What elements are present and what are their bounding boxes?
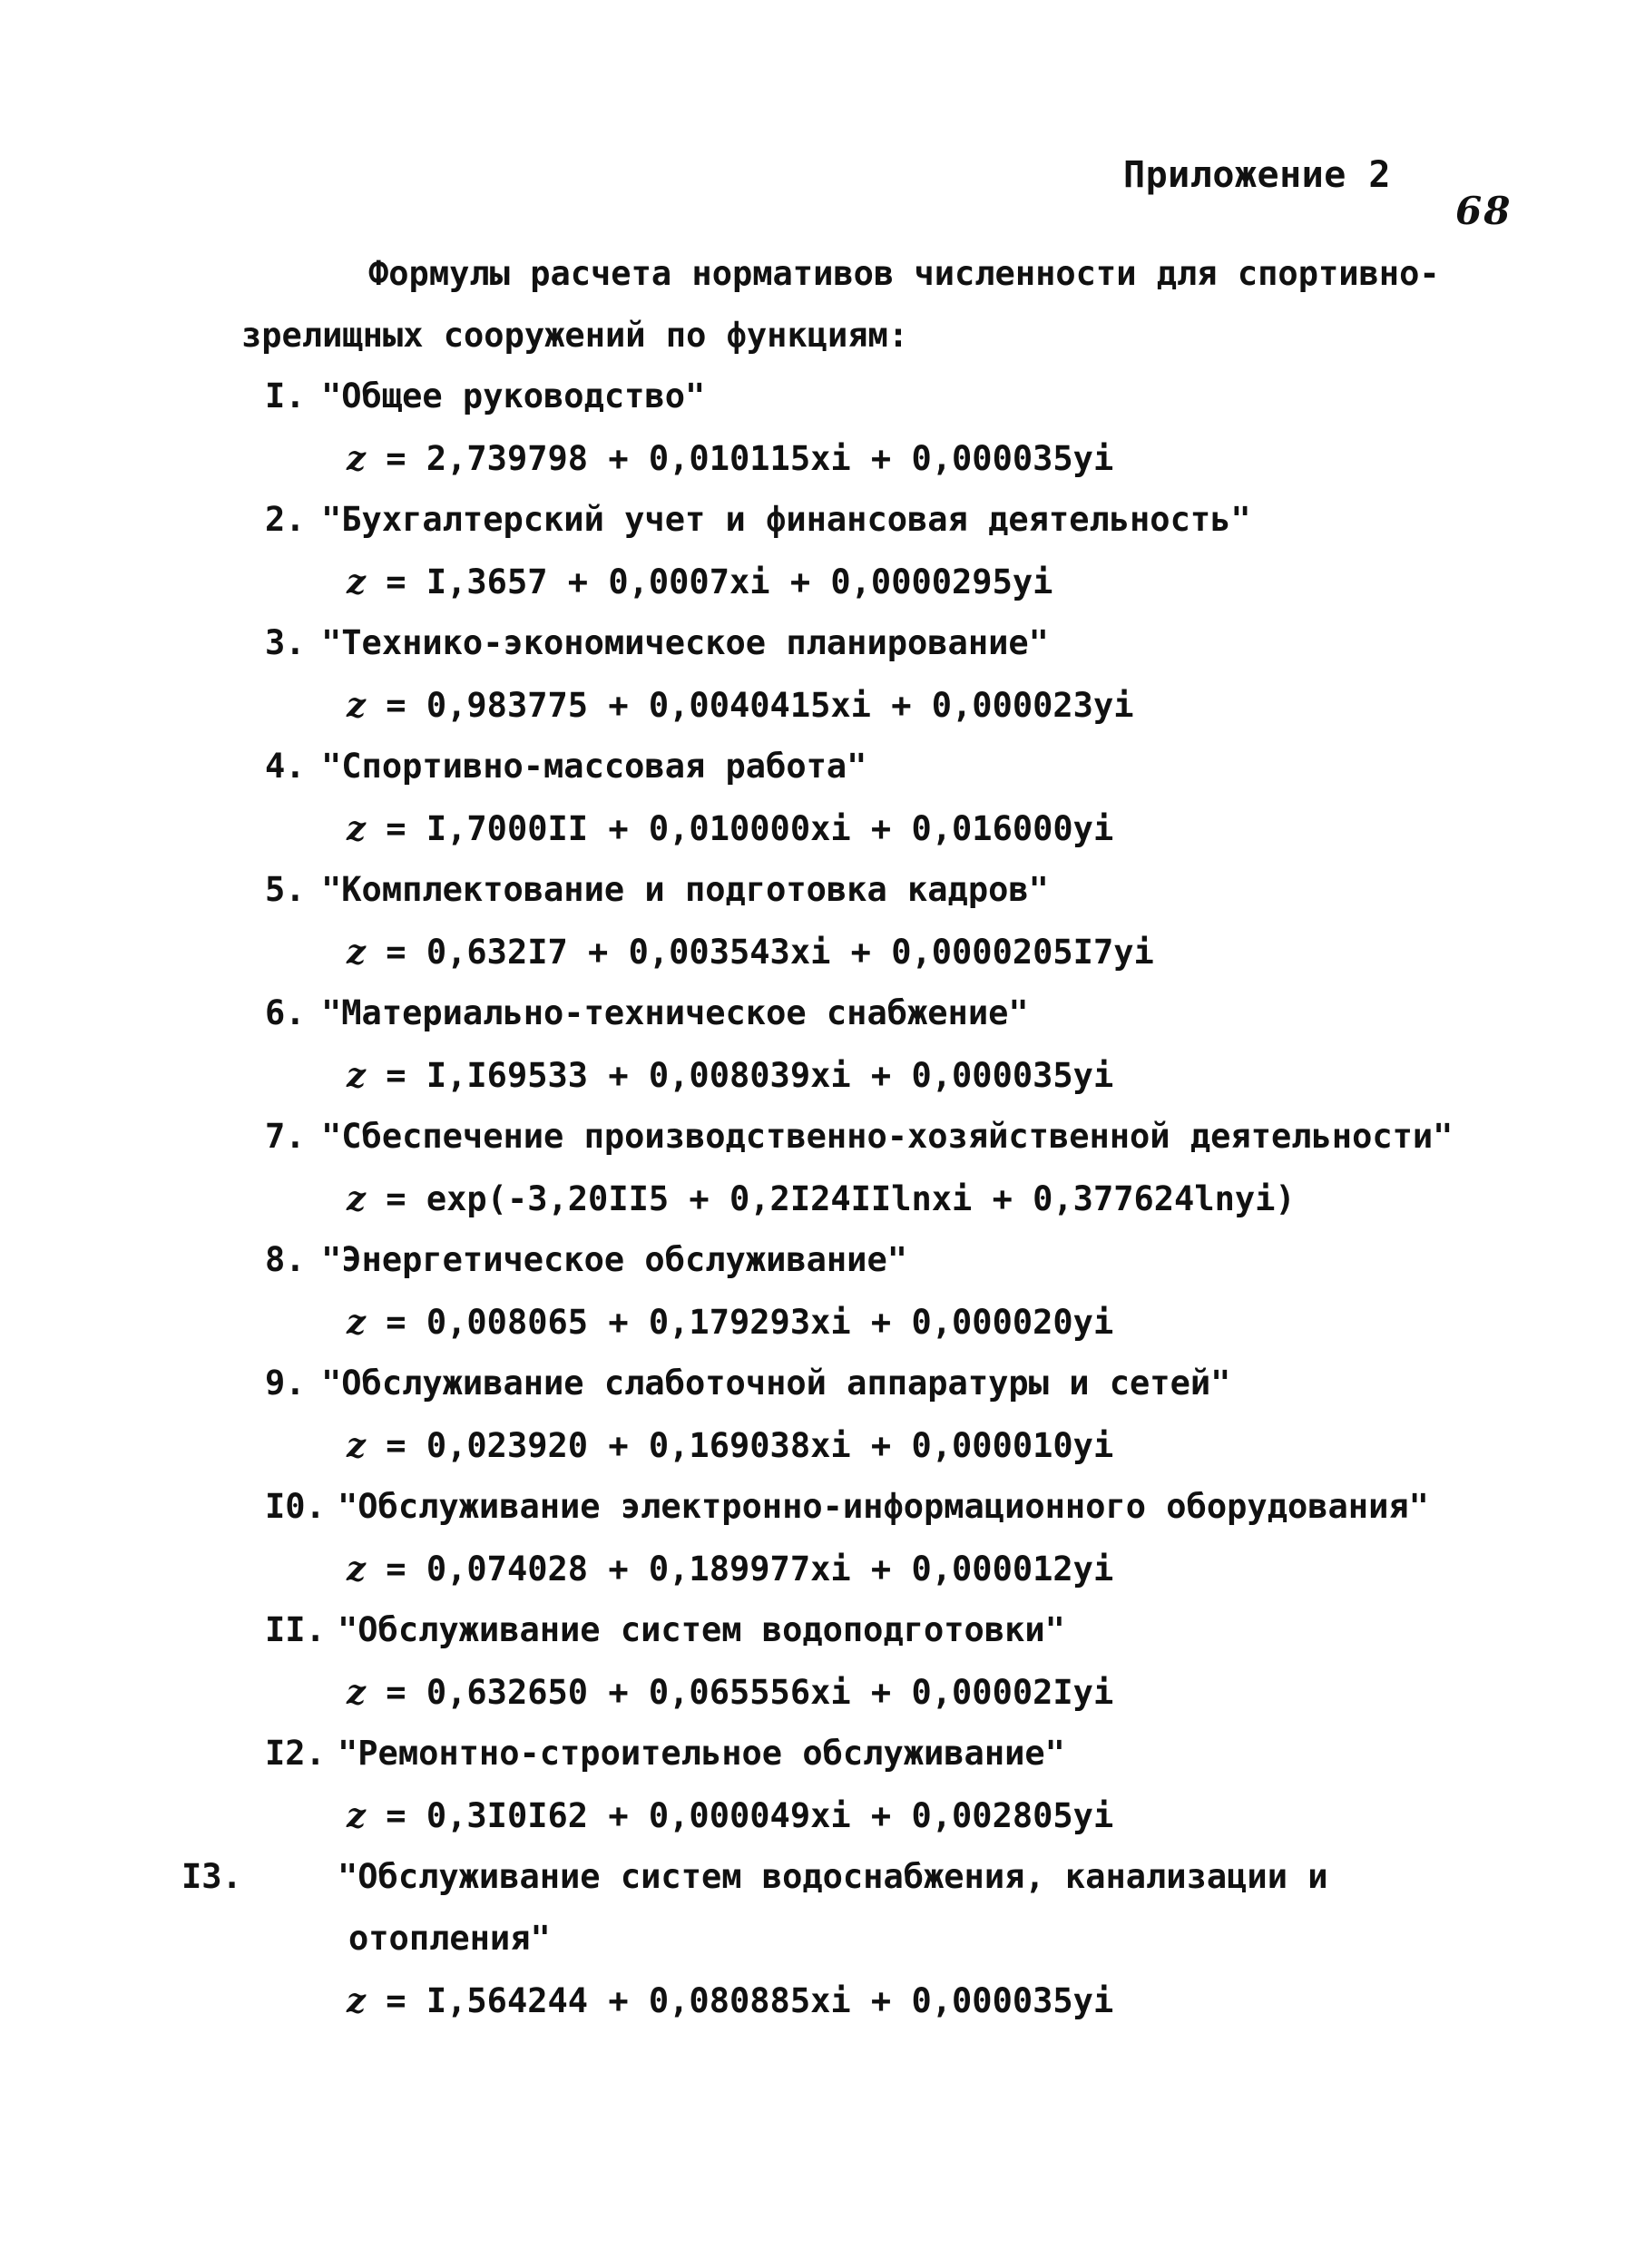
formula-expression: = 0,3I0I62 + 0,000049xi + 0,002805yi [386,1796,1114,1835]
formula [265,1291,1553,1353]
formula [265,1538,1553,1599]
function-title [265,982,1553,1044]
item-number: I. [265,376,306,415]
function-name: "Бухгалтерский учет и финансовая деятельность" [321,500,1251,539]
formula-expression: = 2,739798 + 0,010115xi + 0,000035yi [386,439,1114,478]
function-title [181,1846,1392,1970]
z-variable: z [347,1055,367,1095]
formula-list [181,366,1553,2031]
z-variable: z [347,438,367,478]
item-number: 2. [265,500,306,539]
function-name: "Ремонтно-строительное обслуживание" [338,1734,1065,1773]
function-name: "Обслуживание слаботочной аппаратуры и сетей" [321,1364,1231,1403]
formula-expression: = I,I69533 + 0,008039xi + 0,000035yi [386,1056,1114,1095]
item-number: I0. [265,1487,326,1526]
z-variable: z [347,808,367,848]
function-title [265,366,1553,427]
formula [265,1414,1553,1476]
item-number: I2. [265,1734,326,1773]
item-number: 9. [265,1364,306,1403]
item-number: II. [265,1610,326,1649]
item-number: 4. [265,747,306,786]
function-title [265,1229,1553,1291]
item-number: 8. [265,1240,306,1279]
item-number: 3. [265,623,306,662]
item-number: 7. [265,1117,306,1156]
formula [265,1168,1553,1229]
z-variable: z [347,1795,367,1835]
formula [265,1044,1553,1106]
formula-expression: = 0,632650 + 0,065556xi + 0,00002Iyi [386,1673,1114,1712]
function-name: "Энергетическое обслуживание" [321,1240,908,1279]
z-variable: z [347,1425,367,1465]
function-title [265,736,1553,797]
function-title [265,1476,1553,1538]
z-variable: z [347,1178,367,1218]
formula [265,1970,1553,2031]
function-title [265,1106,1553,1168]
formula [265,1661,1553,1723]
formula-expression: = 0,632I7 + 0,003543xi + 0,0000205I7yi [386,933,1154,972]
formula-expression: = I,7000II + 0,010000xi + 0,016000yi [386,809,1114,848]
z-variable: z [347,1302,367,1342]
function-title [265,489,1553,551]
function-title [265,612,1553,674]
function-name: "Комплектование и подготовка кадров" [321,870,1049,909]
page-number: 68 [1455,189,1513,233]
z-variable: z [347,562,367,601]
function-name: "Общее руководство" [321,376,706,415]
formula [265,797,1553,859]
formula-expression: = exp(-3,20II5 + 0,2I24IIlnxi + 0,377624lnyi) [386,1179,1296,1218]
appendix-heading: Приложение 2 [1123,154,1391,196]
formula-expression: = 0,008065 + 0,179293xi + 0,000020yi [386,1303,1114,1342]
item-number: I3. [181,1857,242,1896]
function-name: "Технико-экономическое планирование" [321,623,1049,662]
function-name: "Обслуживание систем водоподготовки" [338,1610,1065,1649]
function-title [265,1353,1553,1414]
formula [265,921,1553,982]
formula-expression: = I,3657 + 0,0007xi + 0,0000295yi [386,562,1053,601]
formula-expression: = 0,023920 + 0,169038xi + 0,000010yi [386,1426,1114,1465]
function-title [265,1723,1553,1784]
formula-expression: = 0,074028 + 0,189977xi + 0,000012yi [386,1549,1114,1589]
function-name: "Сбеспечение производственно-хозяйственной деятельности" [321,1117,1454,1156]
z-variable: z [347,685,367,725]
intro-paragraph: Формулы расчета нормативов численности для спортивно-зрелищных сооружений по функциям: [241,254,1440,355]
function-name: "Спортивно-массовая работа" [321,747,867,786]
z-variable: z [347,1549,367,1589]
z-variable: z [347,1980,367,2020]
function-title [265,859,1553,921]
function-name: "Обслуживание систем водоснабжения, канализации и отопления" [338,1857,1328,1958]
z-variable: z [347,1672,367,1712]
formula-expression: = I,564244 + 0,080885xi + 0,000035yi [386,1981,1114,2020]
formula [265,674,1553,736]
function-name: "Материально-техническое снабжение" [321,993,1029,1032]
function-name: "Обслуживание электронно-информационного оборудования" [338,1487,1429,1526]
z-variable: z [347,932,367,972]
formula-expression: = 0,983775 + 0,0040415xi + 0,000023yi [386,686,1134,725]
formula [265,427,1553,489]
function-title [265,1599,1553,1661]
item-number: 5. [265,870,306,909]
formula [265,551,1553,612]
item-number: 6. [265,993,306,1032]
formula [265,1784,1553,1846]
